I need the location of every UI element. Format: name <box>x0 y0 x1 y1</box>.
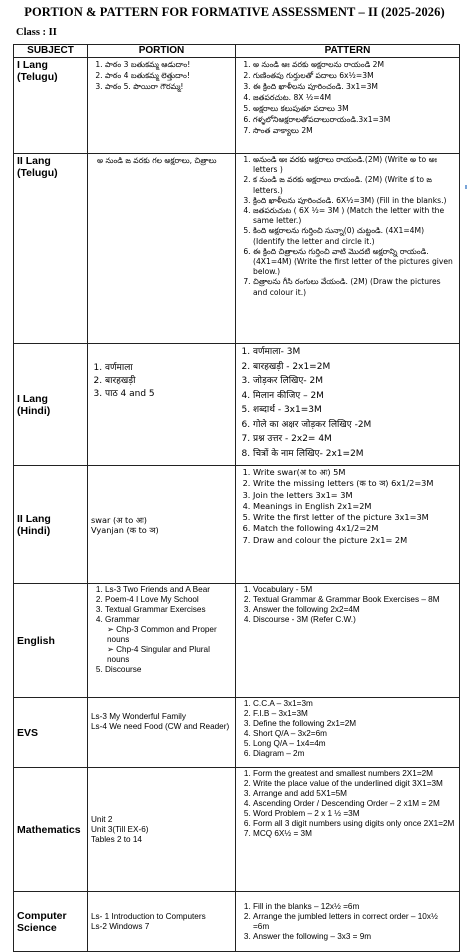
list-item: 6. ఈ క్రింది చిత్రాలను గుర్తించి వాటి మొదటి అక్షరాన్ని రాయండి.(4X1=4M) (Write the first letter of the pictures given below.) <box>253 247 456 278</box>
column-header: SUBJECT <box>14 45 88 58</box>
portion-text: అ నుండి ఙ వరకు గల అక్షరాలు, చిత్రాలు <box>97 156 217 165</box>
list-item-label: Grammar <box>105 615 140 624</box>
table-row <box>14 58 460 154</box>
table-row <box>14 892 460 952</box>
list-item: 5. शब्दार्थ - 3x1=3M <box>253 403 456 418</box>
portion-text: Unit 3(Till EX-6) <box>91 824 149 834</box>
table-row <box>14 698 460 768</box>
table-header-row <box>14 45 460 58</box>
list-item: 3. पाठ 4 and 5 <box>105 388 232 401</box>
list-item: 1. Vocabulary - 5M <box>253 585 456 595</box>
list-item: 3. క్రింది ఖాళీలను పూరించండి. 6X½=3M) (Fill in the blanks.) <box>253 196 456 206</box>
portion-cell <box>88 58 236 154</box>
list-item: 7. సొంత వాక్యాలు 2M <box>253 125 456 136</box>
list-item: 2. గుణింతపు గుర్తులతో పదాలు 6x½=3M <box>253 70 456 81</box>
pattern-list <box>239 769 456 839</box>
pattern-list <box>239 699 456 759</box>
portion-text: Tables 2 to 14 <box>91 834 142 844</box>
portion-list <box>91 362 232 401</box>
subject-cell: EVS <box>14 698 88 768</box>
portion-cell <box>88 584 236 698</box>
list-item: 1. Ls-3 Two Friends and A Bear <box>105 585 232 595</box>
list-item: 7. చిత్రాలను గీసి రంగులు వేయండి. (2M) (Draw the pictures and colour it.) <box>253 277 456 297</box>
portion-cell <box>88 768 236 892</box>
list-item: 1. वर्णमाला- 3M <box>253 345 456 360</box>
sub-list <box>105 625 232 665</box>
list-item: 6. Form all 3 digit numbers using digits only once 2X1=2M <box>253 819 456 829</box>
subject-cell: II Lang (Telugu) <box>14 154 88 344</box>
portion-cell <box>88 698 236 768</box>
pattern-list <box>239 585 456 625</box>
portion-cell <box>88 344 236 466</box>
list-item: 5. అక్షరాలు కలుపుతూ పదాలు 3M <box>253 103 456 114</box>
table-row <box>14 584 460 698</box>
portion-cell <box>88 466 236 584</box>
list-item: 1. C.C.A – 3x1=3m <box>253 699 456 709</box>
list-item: 6. गोले का अक्षर जोड़कर लिखिए -2M <box>253 418 456 433</box>
pattern-list <box>239 467 456 546</box>
list-item: 4. జతపరుచుట ( 6X ½= 3M ) (Match the letter with the same letter.) <box>253 206 456 226</box>
list-item: 1. Write swar(अ to अः) 5M <box>253 467 456 478</box>
list-item: 1. అనుండి అః వరకు అక్షరాలు రాయండి.(2M) (Write అ to అః letters ) <box>253 155 456 175</box>
pattern-cell <box>236 154 460 344</box>
table-row <box>14 344 460 466</box>
list-item: 3. ఈ క్రింది ఖాళీలను పూరించండి. 3x1=3M <box>253 81 456 92</box>
pattern-list <box>239 345 456 461</box>
subject-cell: I Lang (Hindi) <box>14 344 88 466</box>
list-item: 5. Long Q/A – 1x4=4m <box>253 739 456 749</box>
sub-item-text: Chp-4 Singular and Plural nouns <box>107 645 210 664</box>
list-item: 7. Draw and colour the picture 2x1= 2M <box>253 535 456 546</box>
assessment-table <box>13 44 460 952</box>
list-item: 4. Meanings in English 2x1=2M <box>253 501 456 512</box>
list-item: 5. కింది అక్షరాలను గుర్తించి సున్నా(0) చుట్టండి. (4X1=4M) (Identify the letter and circle it.) <box>253 226 456 246</box>
list-item: 4. జతపరచుట. 8X ½=4M <box>253 92 456 103</box>
list-item: 4. Ascending Order / Descending Order – 2 x1M = 2M <box>253 799 456 809</box>
list-item: 7. प्रश्न उत्तर - 2x2= 4M <box>253 432 456 447</box>
list-item: 2. Arrange the jumbled letters in correct order – 10x½ =6m <box>253 912 456 932</box>
list-item: 3. Textual Grammar Exercises <box>105 605 232 615</box>
list-item: 2. Textual Grammar & Grammar Book Exercises – 8M <box>253 595 456 605</box>
portion-cell <box>88 892 236 952</box>
list-item: 6. గళ్ళలోనిఅక్షరాలతోపదాలురాయండి.3x1=3M <box>253 114 456 125</box>
list-item: 2. పాఠం 4 బతుకమ్మ లెత్తుదాం! <box>105 70 232 81</box>
list-item: 5. Discourse <box>105 665 232 675</box>
page-title: PORTION & PATTERN FOR FORMATIVE ASSESSMENT – II (2025-2026) <box>24 5 445 19</box>
column-header: PORTION <box>88 45 236 58</box>
list-item: 2. క నుండి ఙ వరకు అక్షరాలు రాయండి. (2M) (Write క to ఙ letters.) <box>253 175 456 195</box>
list-item: ➢ Chp-4 Singular and Plural nouns <box>107 645 210 664</box>
pattern-list <box>239 902 456 942</box>
list-item: 6. Diagram – 2m <box>253 749 456 759</box>
list-item <box>105 615 232 665</box>
portion-text: Ls-3 My Wonderful Family <box>91 712 186 721</box>
list-item: 3. Answer the following – 3x3 = 9m <box>253 932 456 942</box>
pattern-cell <box>236 344 460 466</box>
pattern-list <box>239 155 456 298</box>
portion-text: Unit 2 <box>91 814 113 824</box>
pattern-cell <box>236 584 460 698</box>
portion-text: Ls- 1 Introduction to Computers <box>91 911 206 921</box>
list-item: 7. MCQ 6X½ = 3M <box>253 829 456 839</box>
list-item: 3. Define the following 2x1=2M <box>253 719 456 729</box>
list-item: 4. मिलान कीजिए – 2M <box>253 389 456 404</box>
pattern-list <box>239 59 456 136</box>
list-item: 2. F.I.B – 3x1=3M <box>253 709 456 719</box>
pattern-cell <box>236 466 460 584</box>
list-item: 4. Short Q/A – 3x2=6m <box>253 729 456 739</box>
pattern-cell <box>236 892 460 952</box>
subject-cell: I Lang (Telugu) <box>14 58 88 154</box>
list-item: 5. Word Problem – 2 x 1 ½ =3M <box>253 809 456 819</box>
list-item: 3. Arrange and add 5X1=5M <box>253 789 456 799</box>
pattern-cell <box>236 698 460 768</box>
list-item: 4. Discourse - 3M (Refer C.W.) <box>253 615 456 625</box>
portion-cell <box>88 154 236 344</box>
list-item: 2. Write the missing letters (क to ञ) 6x1/2=3M <box>253 478 456 489</box>
list-item: ➢ Chp-3 Common and Proper nouns <box>107 625 217 644</box>
column-header: PATTERN <box>236 45 460 58</box>
list-item: 2. बारहखड़ी <box>105 375 232 388</box>
list-item: 6. Match the following 4x1/2=2M <box>253 523 456 534</box>
list-item: 3. పాఠం 5. పొయిరా గౌరమ్మ! <box>105 81 232 92</box>
list-item: 5. Write the first letter of the picture 3x1=3M <box>253 512 456 523</box>
subject-cell: Mathematics <box>14 768 88 892</box>
subject-cell: English <box>14 584 88 698</box>
list-item: 8. चित्रों के नाम लिखिए- 2x1=2M <box>253 447 456 462</box>
list-item: 1. Form the greatest and smallest numbers 2X1=2M <box>253 769 456 779</box>
list-item: 3. जोड़कर लिखिए- 2M <box>253 374 456 389</box>
portion-text: Vyanjan (क to ञ) <box>91 524 159 535</box>
list-item: 1. वर्णमाला <box>105 362 232 375</box>
list-item: 1. Fill in the blanks – 12x½ =6m <box>253 902 456 912</box>
table-row <box>14 768 460 892</box>
list-item: 2. Poem-4 I Love My School <box>105 595 232 605</box>
portion-text: Ls-2 Windows 7 <box>91 921 150 931</box>
list-item: 2. Write the place value of the underlined digit 3X1=3M <box>253 779 456 789</box>
margin-mark <box>465 185 467 189</box>
class-label: Class : II <box>16 27 57 38</box>
list-item: 2. बारहखड़ी - 2x1=2M <box>253 360 456 375</box>
subject-cell: Computer Science <box>14 892 88 952</box>
table-row <box>14 154 460 344</box>
portion-list <box>91 59 232 92</box>
list-item: 1. అ నుండి అః వరకు అక్షరాలను రాయండి 2M <box>253 59 456 70</box>
list-item: 1. పాఠం 3 బతుకమ్మ ఆడుదాం! <box>105 59 232 70</box>
pattern-cell <box>236 768 460 892</box>
portion-list <box>91 585 232 675</box>
list-item: 3. Answer the following 2x2=4M <box>253 605 456 615</box>
portion-text: swar (अ to अः) <box>91 514 147 525</box>
table-row <box>14 466 460 584</box>
pattern-cell <box>236 58 460 154</box>
portion-text: Ls-4 We need Food (CW and Reader) <box>91 722 230 731</box>
sub-item-text: Chp-3 Common and Proper nouns <box>107 625 217 644</box>
list-item: 3. Join the letters 3x1= 3M <box>253 490 456 501</box>
subject-cell: II Lang (Hindi) <box>14 466 88 584</box>
